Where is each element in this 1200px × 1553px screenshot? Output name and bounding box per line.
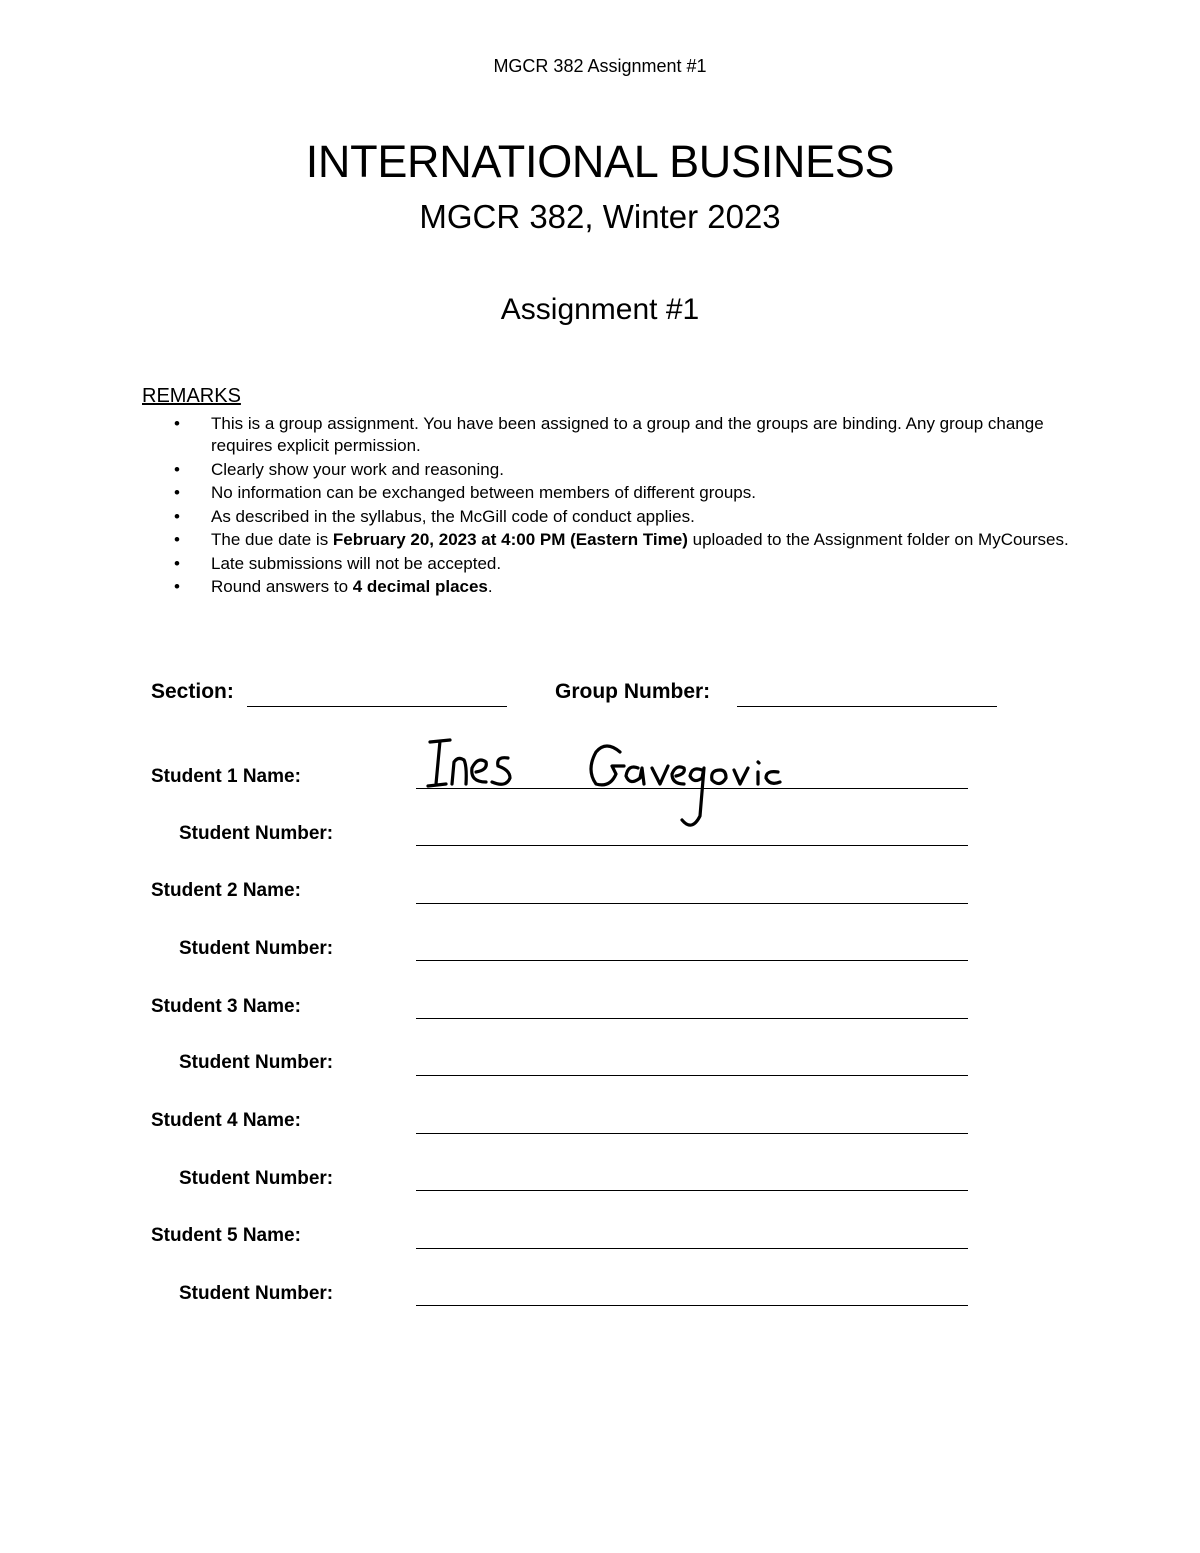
student-2-name-label: Student 2 Name: [151,880,301,901]
due-date-emphasis: February 20, 2023 at 4:00 PM (Eastern Time) [332,530,688,549]
student-1-name-label: Student 1 Name: [151,766,301,787]
student-1-number-label: Student Number: [179,823,334,844]
course-subtitle: MGCR 382, Winter 2023 [419,198,781,235]
student-3-name-label: Student 3 Name: [151,996,301,1017]
student-4-name-field[interactable] [416,1133,968,1134]
student-5-name-label: Student 5 Name: [151,1225,301,1246]
student-5-number-label: Student Number: [179,1283,334,1304]
student-2-number-label: Student Number: [179,938,334,959]
student-5-name-field[interactable] [416,1248,968,1249]
remark-item-rounding: • Round answers to 4 decimal places. [174,576,1074,598]
student-3-number-label: Student Number: [179,1052,334,1073]
section-field[interactable] [247,706,507,707]
remark-item-due-date: • The due date is February 20, 2023 at 4:00 PM (Eastern Time) uploaded to the Assignment folder on MyCourses. [174,529,1074,551]
student-1-number-field[interactable] [416,845,968,846]
group-number-field[interactable] [737,706,997,707]
student-4-number-field[interactable] [416,1190,968,1191]
remark-item: • Late submissions will not be accepted. [174,553,1074,575]
rounding-emphasis: 4 decimal places [352,577,488,596]
student-4-name-label: Student 4 Name: [151,1110,301,1131]
remark-item: • This is a group assignment. You have been assigned to a group and the groups are binding. Any group change requires explicit permission. [174,413,1074,457]
assignment-title: Assignment #1 [500,293,700,326]
student-5-number-field[interactable] [416,1305,968,1306]
student-3-number-field[interactable] [416,1075,968,1076]
section-label: Section: [151,680,234,703]
student-4-number-label: Student Number: [179,1168,334,1189]
handwritten-student-1-name [420,722,800,842]
running-header: MGCR 382 Assignment #1 [493,56,707,76]
student-3-name-field[interactable] [416,1018,968,1019]
document-title: INTERNATIONAL BUSINESS [305,136,895,187]
student-2-name-field[interactable] [416,903,968,904]
remarks-list [174,413,1074,600]
group-number-label: Group Number: [555,680,711,703]
remark-item: • As described in the syllabus, the McGill code of conduct applies. [174,506,1074,528]
student-2-number-field[interactable] [416,960,968,961]
remark-item: • No information can be exchanged between members of different groups. [174,482,1074,504]
remarks-heading: REMARKS [142,385,241,407]
remark-item: • Clearly show your work and reasoning. [174,459,1074,481]
